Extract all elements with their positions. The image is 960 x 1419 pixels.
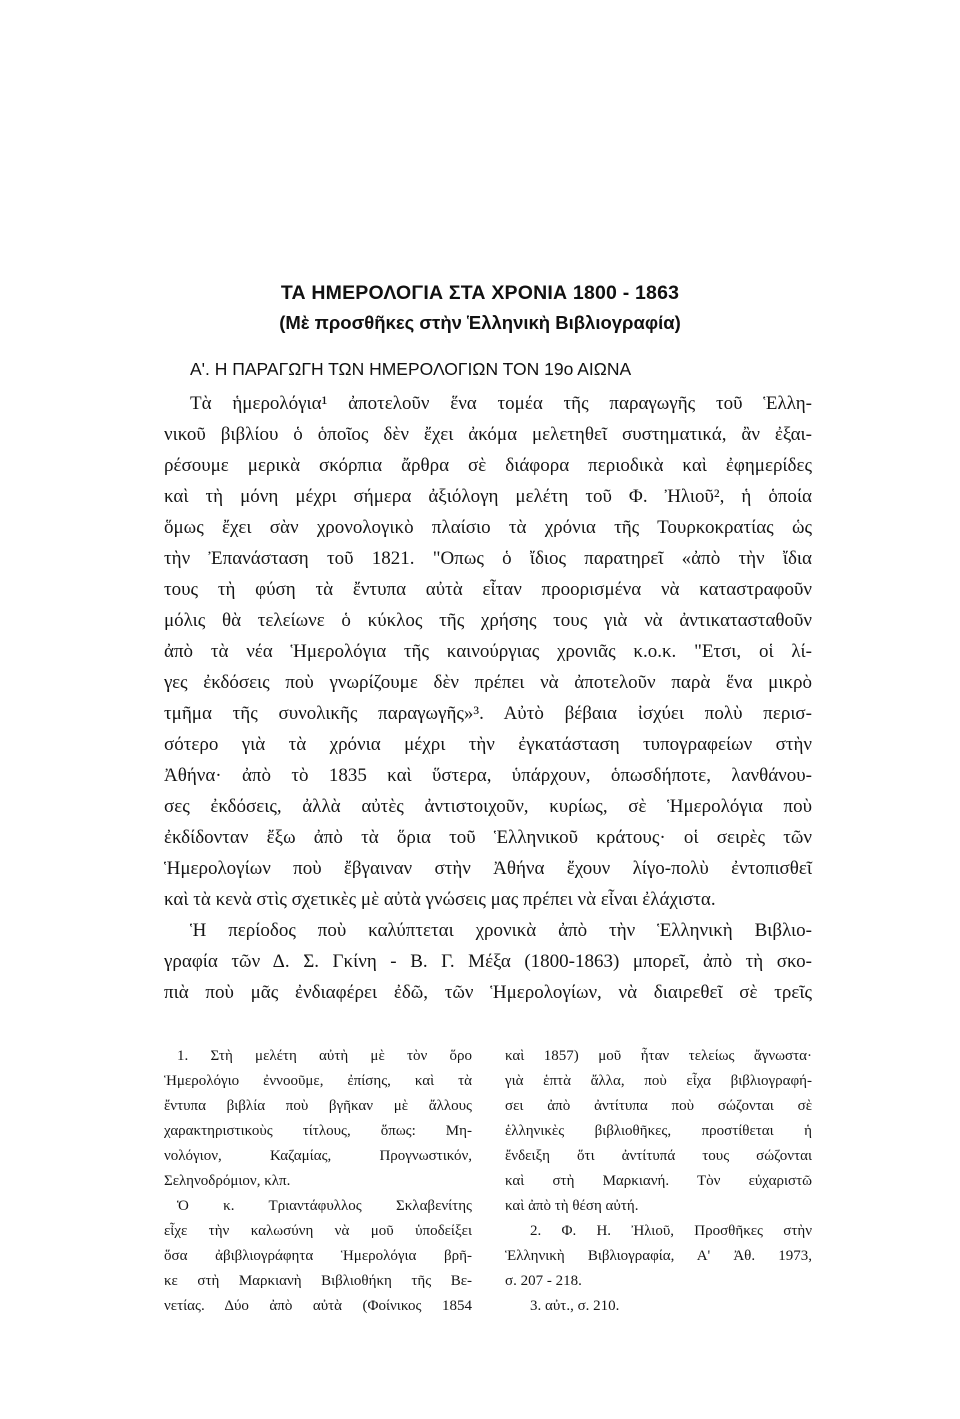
footnote-line: ἑλληνικὲς βιβλιοθῆκες, προστίθεται ἡ bbox=[505, 1123, 812, 1139]
body-line: τους τὴ φύση τὰ ἔντυπα αὐτὰ εἶταν προορισμένα νὰ καταστραφοῦν bbox=[164, 579, 812, 600]
body-line: ἐκδίδονταν ἔξω ἀπὸ τὰ ὅρια τοῦ Ἑλληνικοῦ κράτους· οἱ σειρὲς τῶν bbox=[164, 827, 812, 848]
footnote-line: Ὁ κ. Τριαντάφυλλος Σκλαβενίτης bbox=[177, 1198, 472, 1214]
footnote-line: σει ἀπὸ ἀντίτυπα ποὺ σώζονται σὲ bbox=[505, 1098, 812, 1114]
footnote-line: χαρακτηριστικοὺς τίτλους, ὅπως: Μη- bbox=[164, 1123, 472, 1139]
footnote-line: κε στὴ Μαρκιανὴ Βιβλιοθήκη τῆς Βε- bbox=[164, 1273, 472, 1289]
footnote-line: 2. Φ. Η. Ἠλιοῦ, Προσθῆκες στὴν bbox=[530, 1223, 812, 1239]
body-line: τμῆμα τῆς συνολικῆς παραγωγῆς»³. Αὐτὸ βέβαια ἰσχύει πολὺ περισ- bbox=[164, 703, 812, 724]
body-line: γες ἐκδόσεις ποὺ γνωρίζουμε δὲν πρέπει νὰ ἀποτελοῦν παρὰ ἕνα μικρὸ bbox=[164, 672, 812, 693]
body-line: Ἀθήνα· ἀπὸ τὸ 1835 καὶ ὕστερα, ὑπάρχουν, ὁπωσδήποτε, λανθάνου- bbox=[164, 765, 812, 786]
footnote-line: ἔντυπα βιβλία ποὺ βγῆκαν μὲ ἄλλους bbox=[164, 1098, 472, 1114]
footnote-line: καὶ 1857) μοῦ ἦταν τελείως ἄγνωστα· bbox=[505, 1048, 812, 1064]
footnote-line: νολόγιον, Καζαμίας, Προγνωστικόν, bbox=[164, 1148, 472, 1164]
section-heading: Α'. Η ΠΑΡΑΓΩΓΗ ΤΩΝ ΗΜΕΡΟΛΟΓΙΩΝ ΤΟΝ 19ο ΑΙΩΝΑ bbox=[190, 359, 632, 379]
footnote-line: ἔνδειξη ὅτι ἀντίτυπά τους σώζονται bbox=[505, 1148, 812, 1164]
body-line: σες ἐκδόσεις, ἀλλὰ αὐτὲς ἀντιστοιχοῦν, κυρίως, σὲ Ἡμερολόγια ποὺ bbox=[164, 796, 812, 817]
body-line: Ἡ περίοδος ποὺ καλύπτεται χρονικὰ ἀπὸ τὴν Ἑλληνικὴ Βιβλιο- bbox=[190, 920, 812, 941]
footnote-line: εἶχε τὴν καλωσύνη νὰ μοῦ ὑποδείξει bbox=[164, 1223, 472, 1239]
footnote-line: καὶ ἀπὸ τὴ θέση αὐτή. bbox=[505, 1198, 639, 1214]
body-line: Ἡμερολογίων ποὺ ἔβγαιναν στὴν Ἀθήνα ἔχουν λίγο-πολὺ ἐντοπισθεῖ bbox=[164, 858, 812, 879]
body-line: ρέσουμε μερικὰ σκόρπια ἄρθρα σὲ διάφορα περιοδικὰ καὶ ἐφημερίδες bbox=[164, 455, 812, 476]
footnote-line: Ἑλληνικὴ Βιβλιογραφία, Α' Ἀθ. 1973, bbox=[505, 1248, 812, 1264]
page-subtitle: (Μὲ προσθῆκες στὴν Ἑλληνικὴ Βιβλιογραφία) bbox=[279, 312, 681, 333]
body-line: ὅμως ἔχει σὰν χρονολογικὸ πλαίσιο τὰ χρόνια τῆς Τουρκοκρατίας ὡς bbox=[164, 517, 812, 538]
footnote-line: Ἡμερολόγιο ἐννοοῦμε, ἐπίσης, καὶ τὰ bbox=[164, 1073, 472, 1089]
footnote-line: 1. Στὴ μελέτη αὐτὴ μὲ τὸν ὅρο bbox=[177, 1048, 472, 1064]
footnote-line: Σεληνοδρόμιον, κλπ. bbox=[164, 1173, 291, 1189]
body-line: μόλις θὰ τελείωνε ὁ κύκλος τῆς χρήσης τους γιὰ νὰ ἀντικατασταθοῦν bbox=[164, 610, 812, 631]
footnote-line: νετίας. Δύο ἀπὸ αὐτὰ (Φοίνικος 1854 bbox=[164, 1298, 472, 1314]
footnote-line: καὶ στὴ Μαρκιανή. Τὸν εὐχαριστῶ bbox=[505, 1173, 812, 1189]
body-line: σότερο γιὰ τὰ χρόνια μέχρι τὴν ἐγκατάσταση τυπογραφείων στὴν bbox=[164, 734, 812, 755]
page-title: ΤΑ ΗΜΕΡΟΛΟΓΙΑ ΣΤΑ ΧΡΟΝΙΑ 1800 - 1863 bbox=[280, 282, 680, 304]
footnote-line: γιὰ ἑπτὰ ἄλλα, ποὺ εἶχα βιβλιογραφή- bbox=[505, 1073, 812, 1089]
footnote-line: σ. 207 - 218. bbox=[505, 1273, 582, 1289]
body-line: καὶ τὴ μόνη μέχρι σήμερα ἀξιόλογη μελέτη τοῦ Φ. Ἠλιοῦ², ἡ ὁποία bbox=[164, 486, 812, 507]
body-line: τὴν Ἐπανάσταση τοῦ 1821. "Οπως ὁ ἴδιος παρατηρεῖ «ἀπὸ τὴν ἴδια bbox=[164, 548, 812, 569]
body-line: καὶ τὰ κενὰ στὶς σχετικὲς μὲ αὐτὰ γνώσεις μας πρέπει νὰ εἶναι ἐλάχιστα. bbox=[164, 889, 716, 910]
body-line: πιὰ ποὺ μᾶς ἐνδιαφέρει ἐδῶ, τῶν Ἡμερολογίων, νὰ διαιρεθεῖ σὲ τρεῖς bbox=[164, 982, 812, 1003]
footnote-line: ὅσα ἀβιβλιογράφητα Ἡμερολόγια βρῆ- bbox=[164, 1248, 472, 1264]
body-line: Τὰ ἡμερολόγια¹ ἀποτελοῦν ἕνα τομέα τῆς παραγωγῆς τοῦ Ἑλλη- bbox=[190, 393, 812, 414]
body-line: νικοῦ βιβλίου ὁ ὁποῖος δὲν ἔχει ἀκόμα μελετηθεῖ συστηματικά, ἂν ἐξαι- bbox=[164, 424, 812, 445]
body-line: ἀπὸ τὰ νέα Ἡμερολόγια τῆς καινούργιας χρονιᾶς κ.ο.κ. "Ετσι, οἱ λί- bbox=[164, 641, 812, 662]
body-line: γραφία τῶν Δ. Σ. Γκίνη - Β. Γ. Μέξα (1800-1863) μπορεῖ, ἀπὸ τὴ σκο- bbox=[164, 951, 812, 972]
footnote-line: 3. αὐτ., σ. 210. bbox=[530, 1298, 620, 1314]
